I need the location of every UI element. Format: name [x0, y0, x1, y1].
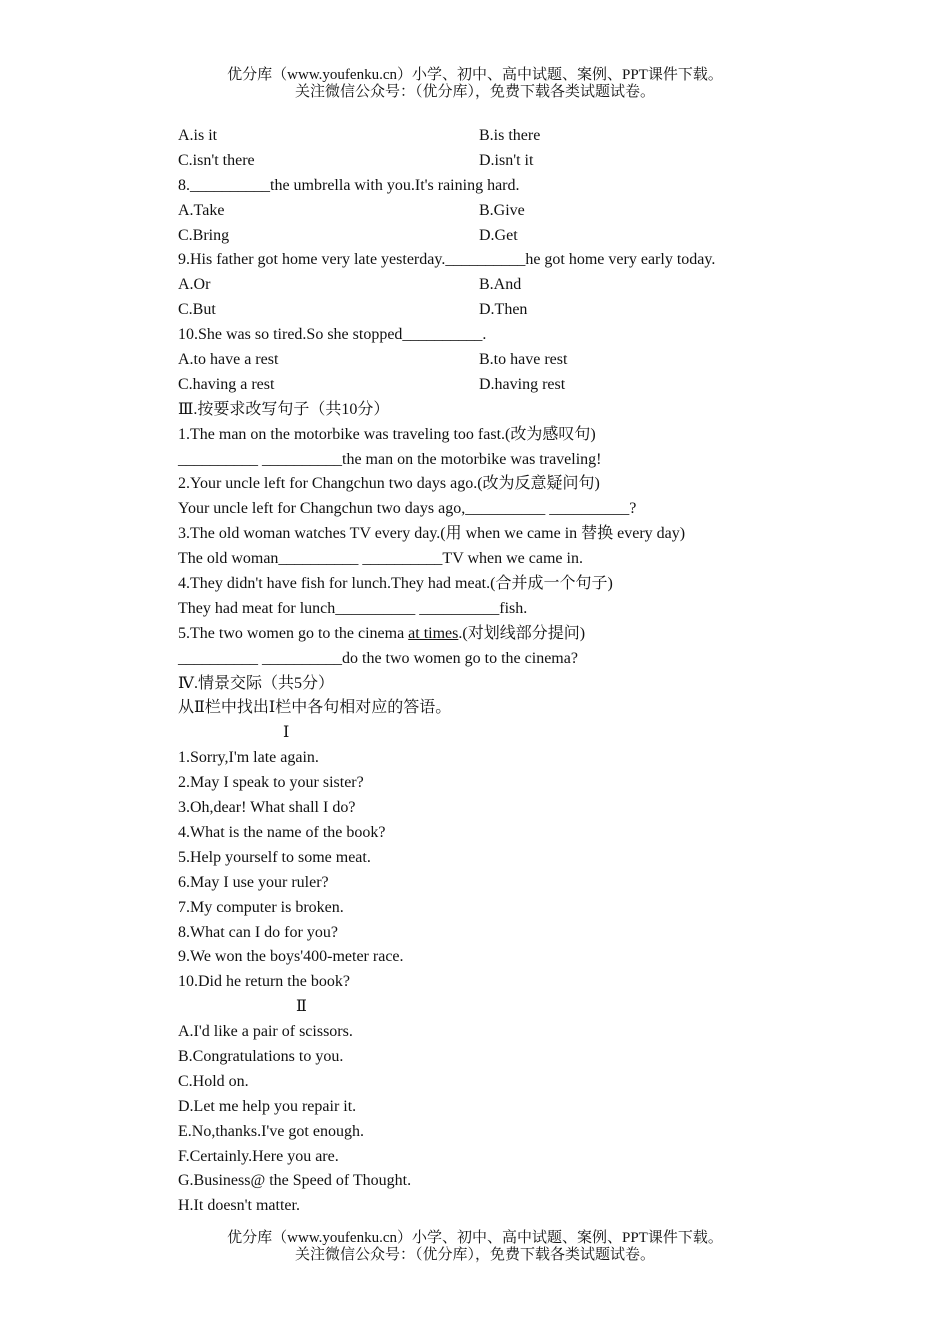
- section3-title: Ⅲ.按要求改写句子（共10分）: [178, 400, 390, 418]
- q10-options-row-2: [178, 373, 818, 398]
- q10-option-b: B.to have rest: [479, 351, 568, 369]
- header-line-2: 关注微信公众号：（优分库），免费下载各类试题试卷。: [294, 84, 655, 100]
- dialogue-response-f: F.Certainly.Here you are.: [178, 1147, 339, 1165]
- dialogue-response-a: A.I'd like a pair of scissors.: [178, 1023, 353, 1041]
- q9-options-row-1: [178, 273, 818, 298]
- dialogue-prompt-1: 1.Sorry,I'm late again.: [178, 749, 319, 767]
- rewrite-1-answer: __________ __________the man on the motorbike was traveling!: [178, 450, 602, 468]
- q9-option-d: D.Then: [479, 301, 528, 319]
- q8-options-row-2: [178, 224, 818, 249]
- q9-option-b: B.And: [479, 276, 522, 294]
- dialogue-prompt-3: 3.Oh,dear! What shall I do?: [178, 799, 356, 817]
- q9-options-row-2: [178, 298, 818, 323]
- page-header: [0, 67, 950, 101]
- rewrite-3-question: 3.The old woman watches TV every day.(用 when we came in 替换 every day): [178, 525, 686, 543]
- dialogue-prompt-10: 10.Did he return the book?: [178, 973, 350, 991]
- q7-options-row-1: [178, 124, 818, 149]
- footer-line-2: 关注微信公众号：（优分库），免费下载各类试题试卷。: [294, 1247, 655, 1263]
- dialogue-response-d: D.Let me help you repair it.: [178, 1097, 357, 1115]
- rewrite-4-question: 4.They didn't have fish for lunch.They had meat.(合并成一个句子): [178, 575, 613, 593]
- footer-line-1: 优分库（www.youfenku.cn）小学、初中、高中试题、案例、PPT课件下载。: [227, 1230, 723, 1246]
- q8-stem: 8.__________the umbrella with you.It's raining hard.: [178, 176, 520, 194]
- column-1-label: Ⅰ: [283, 724, 290, 742]
- rewrite-5-underlined-phrase: at times: [408, 624, 459, 642]
- q8-option-a: A.Take: [178, 201, 225, 219]
- q8-option-d: D.Get: [479, 226, 518, 244]
- dialogue-response-g: G.Business@ the Speed of Thought.: [178, 1172, 412, 1190]
- rewrite-5-question-post: .(对划线部分提问): [458, 624, 586, 642]
- dialogue-prompt-5: 5.Help yourself to some meat.: [178, 848, 371, 866]
- rewrite-1-question: 1.The man on the motorbike was traveling too fast.(改为感叹句): [178, 425, 596, 443]
- dialogue-prompt-4: 4.What is the name of the book?: [178, 823, 386, 841]
- q9-option-c: C.But: [178, 301, 216, 319]
- q10-stem: 10.She was so tired.So she stopped__________.: [178, 326, 487, 344]
- q10-options-row-1: [178, 348, 818, 373]
- q8-option-c: C.Bring: [178, 226, 230, 244]
- dialogue-prompt-9: 9.We won the boys'400-meter race.: [178, 948, 404, 966]
- rewrite-5-question-pre: 5.The two women go to the cinema: [178, 624, 409, 642]
- dialogue-response-c: C.Hold on.: [178, 1072, 249, 1090]
- q9-option-a: A.Or: [178, 276, 211, 294]
- q9-stem: 9.His father got home very late yesterday.__________he got home very early today.: [178, 251, 716, 269]
- q7-options-row-2: [178, 149, 818, 174]
- q10-option-a: A.to have a rest: [178, 351, 279, 369]
- rewrite-5-question: [178, 622, 818, 647]
- dialogue-response-h: H.It doesn't matter.: [178, 1197, 300, 1215]
- rewrite-3-answer: The old woman__________ __________TV when we came in.: [178, 550, 583, 568]
- dialogue-prompt-2: 2.May I speak to your sister?: [178, 774, 364, 792]
- section4-title: Ⅳ.情景交际（共5分）: [178, 674, 334, 692]
- rewrite-4-answer: They had meat for lunch__________ __________fish.: [178, 599, 528, 617]
- section4-instruction: 从Ⅱ栏中找出Ⅰ栏中各句相对应的答语。: [178, 699, 452, 717]
- dialogue-prompt-7: 7.My computer is broken.: [178, 898, 344, 916]
- dialogue-prompt-8: 8.What can I do for you?: [178, 923, 338, 941]
- rewrite-2-answer: Your uncle left for Changchun two days ago,__________ __________?: [178, 500, 637, 518]
- q7-option-a: A.is it: [178, 127, 218, 144]
- q8-options-row-1: [178, 199, 818, 224]
- q10-option-c: C.having a rest: [178, 375, 275, 393]
- exam-content: [178, 124, 818, 1219]
- page-footer: [0, 1230, 950, 1264]
- dialogue-response-b: B.Congratulations to you.: [178, 1047, 344, 1065]
- rewrite-5-answer: __________ __________do the two women go to the cinema?: [178, 649, 578, 667]
- dialogue-response-e: E.No,thanks.I've got enough.: [178, 1122, 364, 1140]
- header-line-1: 优分库（www.youfenku.cn）小学、初中、高中试题、案例、PPT课件下载。: [227, 67, 723, 83]
- q7-option-b: B.is there: [479, 127, 541, 144]
- rewrite-2-question: 2.Your uncle left for Changchun two days ago.(改为反意疑问句): [178, 475, 600, 493]
- dialogue-prompt-6: 6.May I use your ruler?: [178, 873, 329, 891]
- q8-option-b: B.Give: [479, 201, 525, 219]
- q7-option-c: C.isn't there: [178, 151, 255, 169]
- q10-option-d: D.having rest: [479, 375, 566, 393]
- q7-option-d: D.isn't it: [479, 151, 534, 169]
- column-2-label: Ⅱ: [296, 998, 307, 1016]
